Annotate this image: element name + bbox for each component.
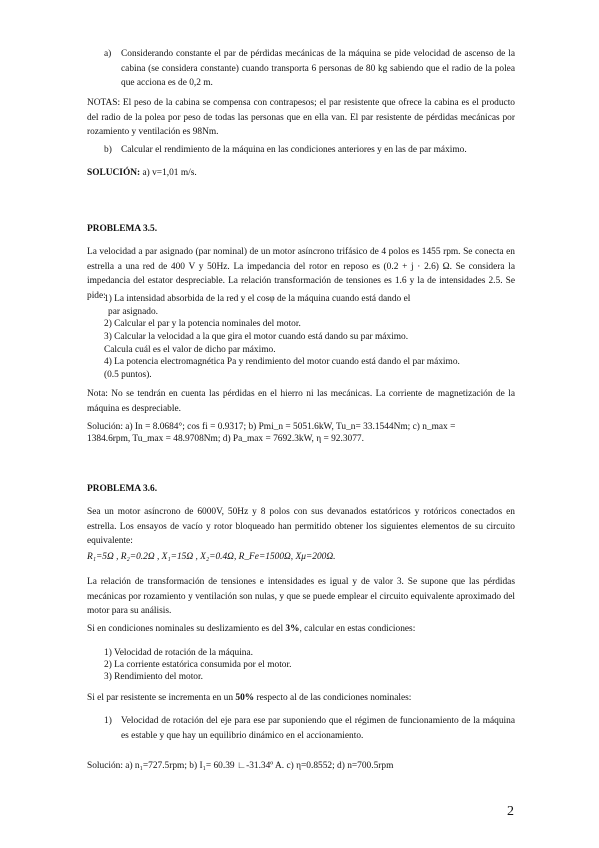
item-a-label: a): [104, 49, 112, 59]
c2: 2) La corriente estatórica consumida por el motor.: [104, 660, 292, 670]
increase-item: [104, 714, 515, 743]
c1: 1) Velocidad de rotación de la máquina.: [104, 648, 253, 658]
nominal-conditions: [87, 622, 515, 637]
solucion-34: [87, 166, 515, 181]
circuit-parameters: R₁=5Ω , R₂=0.2Ω , X₁=15Ω , X₂=0.4Ω, R_Fe=1500Ω, Xμ=200Ω.: [87, 552, 336, 562]
cond-post: , calcular en estas condiciones:: [299, 624, 416, 634]
solucion-label: SOLUCIÓN:: [87, 168, 141, 178]
item-a: [104, 47, 515, 91]
problem-3-6-intro: Sea un motor asíncrono de 6000V, 50Hz y 8 polos con sus devanados estatóricos y rotóricos conectados en estrella. Los ensayos de vacío y rotor bloqueado han permitido obtener los siguientes elementos de su circuito equivalente:: [87, 507, 515, 547]
item-a-text: Considerando constante el par de pérdidas mecánicas de la máquina se pide velocidad de ascenso de la cabina (se considera constante) cuando transporta 6 personas de 80 kg sabiendo que el radio de la polea que acciona es de 0,2 m.: [121, 49, 515, 89]
q4-line2: (0.5 puntos).: [104, 370, 152, 380]
inc-post: respecto al de las condiciones nominales:: [254, 693, 412, 703]
c3: 3) Rendimiento del motor.: [104, 672, 203, 682]
q1-line2: par asignado.: [108, 307, 158, 317]
q2: 2) Calcular el par y la potencia nominales del motor.: [104, 319, 301, 329]
solucion-value: a) v=1,01 m/s.: [142, 168, 197, 178]
problem-3-5-solution-line2: 1384.6rpm, Tu_max = 48.9708Nm; d) Pa_max = 7692.3kW, η = 92.3077.: [87, 434, 364, 444]
cond-pre: Si en condiciones nominales su deslizamiento es del: [87, 624, 286, 634]
item-b: [104, 143, 515, 158]
item-b-label: b): [104, 145, 112, 155]
problem-3-5-title: PROBLEMA 3.5.: [87, 224, 158, 234]
problem-3-5-intro: La velocidad a par asignado (par nominal) de un motor asíncrono trifásico de 4 polos es 1455 rpm. Se conecta en estrella a una red de 400 V y 50Hz. La impedancia del rotor en reposo es (0.2 + j · 2.6) Ω. Se considera la impedancia del estator despreciable. La relación transformación de tensiones es 1.6 y la de intensidades 2.5. Se pide:: [87, 247, 515, 301]
increase-item-label: 1): [104, 716, 112, 726]
q3-line2: Calcula cuál es el valor de dicho par máximo.: [104, 345, 276, 355]
cond-bold: 3%: [285, 624, 300, 634]
q3-line1: 3) Calcular la velocidad a la que gira el motor cuando está dando su par máximo.: [104, 332, 409, 342]
notas-paragraph: NOTAS: El peso de la cabina se compensa con contrapesos; el par resistente que ofrece la cabina es el producto del radio de la polea por peso de todas las personas que en ella van. El par resistente de pérdidas mecánicas por rozamiento y ventilación es 98Nm.: [87, 98, 515, 138]
problem-3-6-title: PROBLEMA 3.6.: [87, 484, 158, 494]
problem-3-5-nota: Nota: No se tendrán en cuenta las pérdidas en el hierro ni las mecánicas. La corriente de magnetización de la máquina es despreciable.: [87, 389, 515, 414]
inc-pre: Si el par resistente se incrementa en un: [87, 693, 236, 703]
increase-paragraph: [87, 691, 515, 706]
relacion-paragraph: La relación de transformación de tensiones e intensidades es igual y de valor 3. Se supone que las pérdidas mecánicas por rozamiento y ventilación son nulas, y que se puede emplear el circuito equivalente aproximado del motor para su análisis.: [87, 577, 515, 617]
problem-3-6-solution: Solución: a) n₁=727.5rpm; b) I₁= 60.39 ∟-31.34º A. c) η=0.8552; d) n=700.5rpm: [87, 761, 394, 771]
q4-line1: 4) La potencia electromagnética Pa y rendimiento del motor cuando está dando el par máximo.: [104, 357, 460, 367]
inc-bold: 50%: [235, 693, 255, 703]
increase-item-text: Velocidad de rotación del eje para ese par suponiendo que el régimen de funcionamiento de la máquina es estable y que hay un equilibrio dinámico en el accionamiento.: [121, 716, 515, 741]
q1-line1: 1) La intensidad absorbida de la red y el cosφ de la máquina cuando está dando el: [104, 294, 411, 304]
item-b-text: Calcular el rendimiento de la máquina en las condiciones anteriores y en las de par máximo.: [121, 145, 467, 155]
page-number: 2: [507, 804, 514, 819]
problem-3-5-solution-line1: Solución: a) In = 8.0684°; cos fi = 0.9317; b) Pmi_n = 5051.6kW, Tu_n= 33.1544Nm; c) n_max =: [87, 422, 456, 432]
